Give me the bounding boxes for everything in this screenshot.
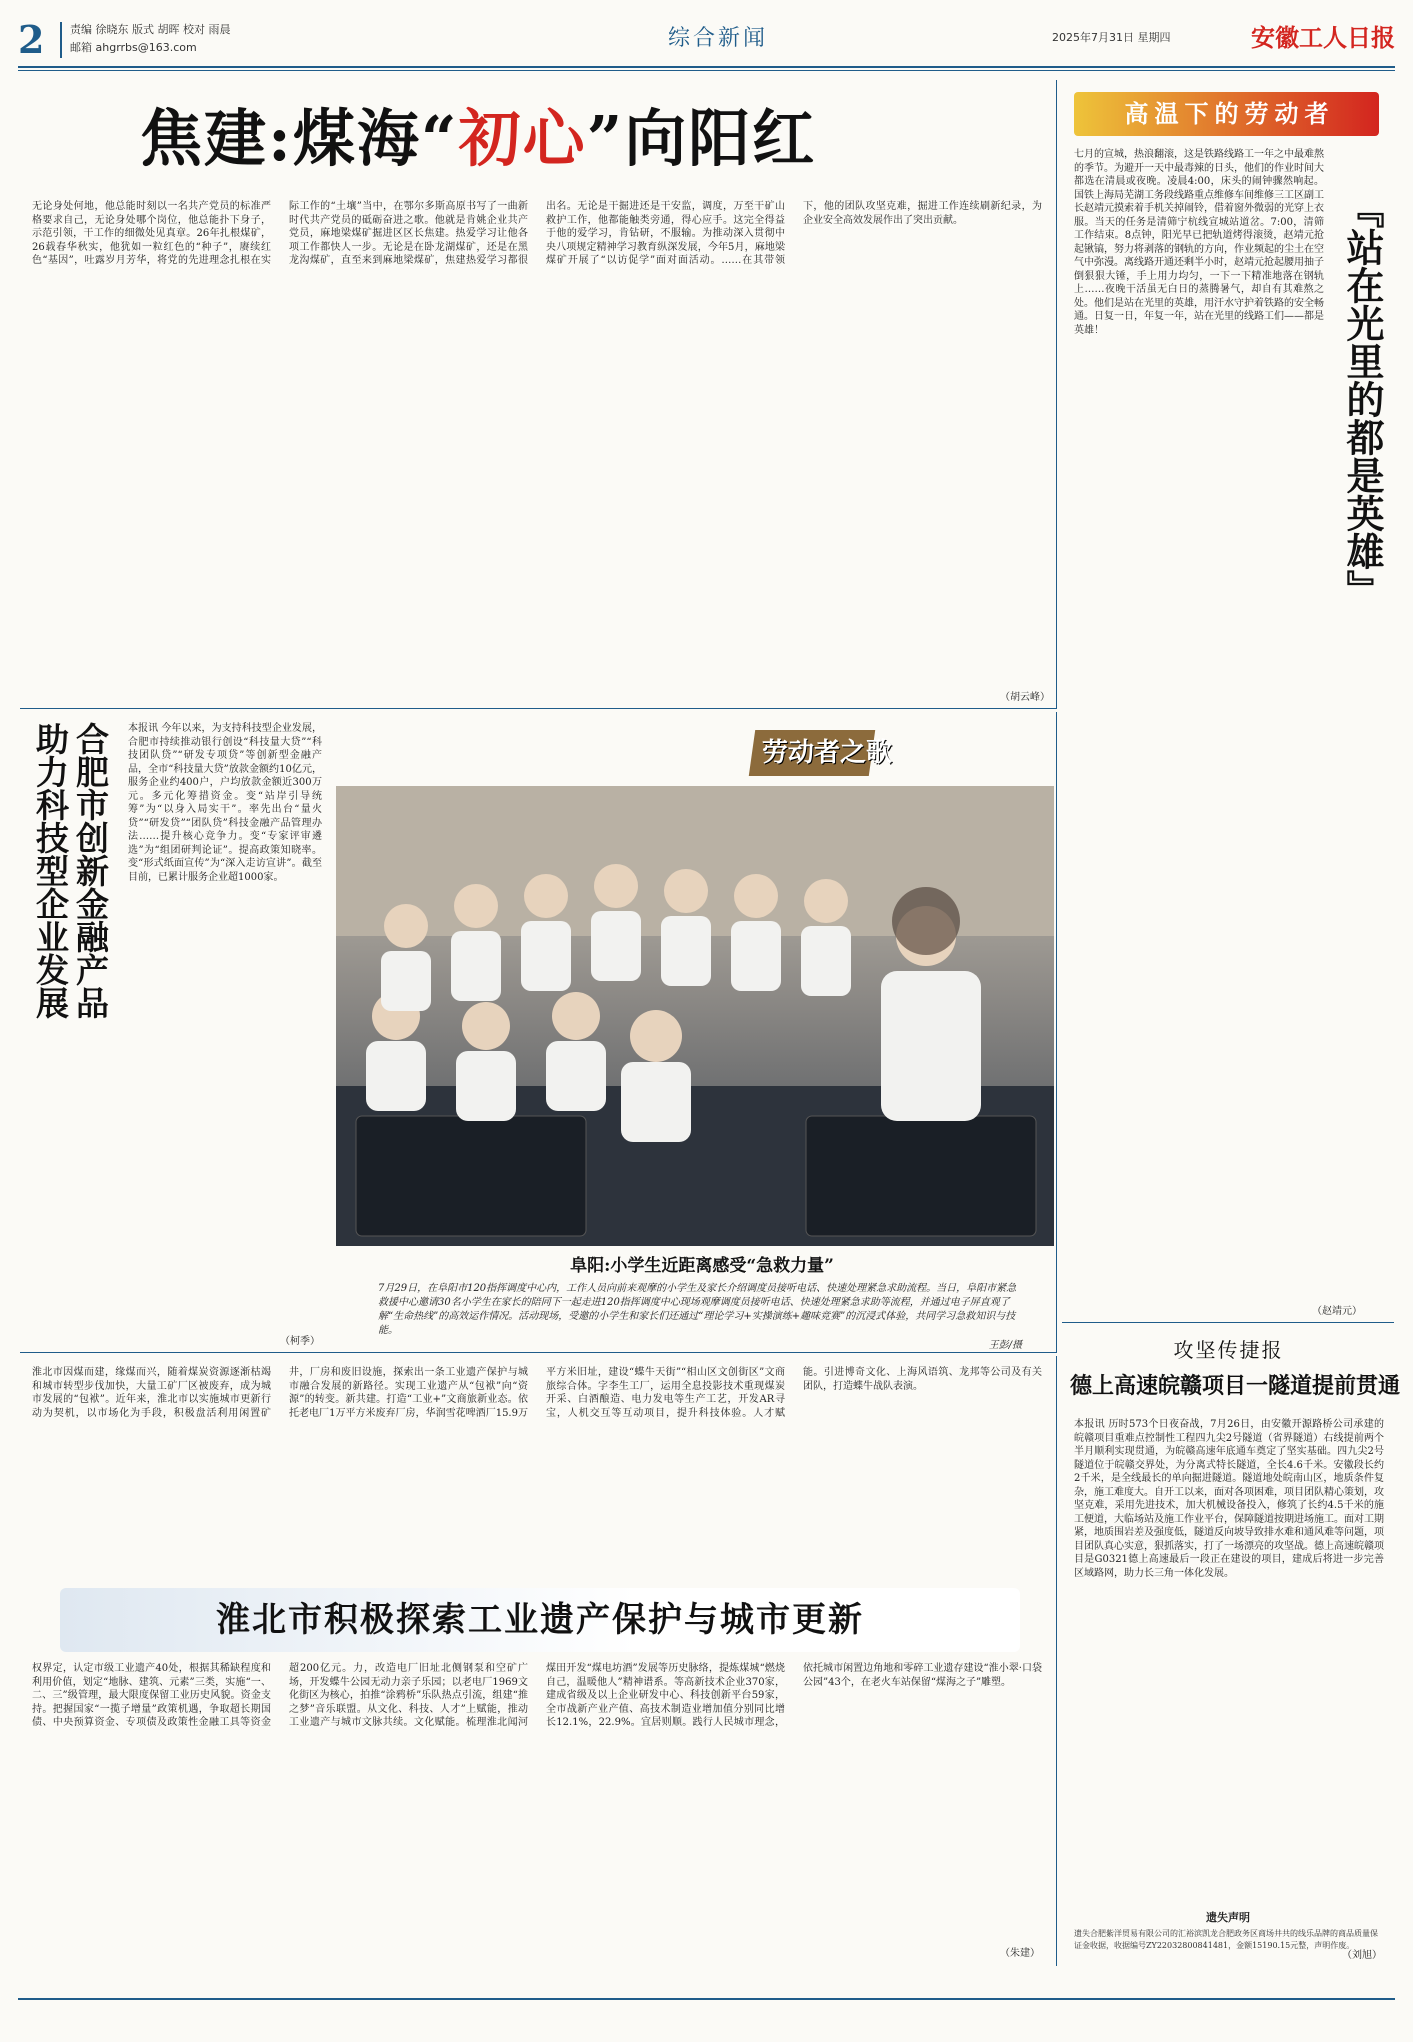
staff-credits: 责编 徐晓东 版式 胡晖 校对 雨晨 [70,23,231,36]
huaibei-author: （朱建） [1000,1948,1040,1959]
hefei-author: （柯季） [280,1336,320,1347]
photo-credit: 王彭/摄 [988,1340,1022,1351]
masthead: 安徽工人日报 [1251,23,1395,52]
tunnel-headline: 德上高速皖赣项目一隧道提前贯通 [1070,1373,1401,1399]
hero-banner-text: 高温下的劳动者 [1124,99,1335,128]
section-name: 综合新闻 [667,26,768,51]
page-number-rule [60,22,62,58]
coal-body: 无论身处何地，他总能时刻以一名共产党员的标准严格要求自己，无论身处哪个岗位，他总能扑下身子，示范引领，干工作的细微处见真章。26年扎根煤矿，26载春华秋实，他犹如一粒红色的“种子”，赓续红色“基因”，吐露岁月芳华，将党的先进理念扎根在实际工作的“土壤”当中，在鄂尔多斯高原书写了一曲新时代共产党员的砥砺奋进之歌。他就是肯姚企业共产党员，麻地梁煤矿掘进区区长焦建。热爱学习让他各项工作都快人一步。无论是在卧龙湖煤矿，还是在黑龙沟煤矿，直至来到麻地梁煤矿，焦建热爱学习都很出名。无论是干掘进还是干安监，调度，万至干矿山救护工作，他都能触类旁通，得心应手。这完全得益于他的爱学习，肯钻研，不服输。为推动深入贯彻中央八项规定精神学习教育纵深发展，今年5月，麻地梁煤矿开展了“以访促学”面对面活动。……在其带领下，他的团队攻坚克难，掘进工作连续刷新纪录，为企业安全高效发展作出了突出贡献。 [32,201,1042,266]
page-header [18,18,1395,62]
tunnel-author: （刘旭） [1342,1950,1382,1961]
coal-headline-pre: 焦建:煤海“ [140,102,459,175]
staff-email: 邮箱 ahgrrbs@163.com [70,41,197,54]
page-number: 2 [18,17,45,62]
coal-author: （胡云峰） [1000,692,1050,703]
tunnel-kicker: 攻坚传捷报 [1173,1338,1284,1362]
lost-notice [1074,1910,1382,1990]
coal-headline-post: ”向阳红 [586,102,817,175]
hero-headline: 『站在光里的都是英雄』 [1340,190,1385,608]
hero-body: 七月的宣城，热浪翻滚，这是铁路线路工一年之中最难熬的季节。为避开一天中最毒辣的日头，他们的作业时间大都选在清晨或夜晚。凌晨4:00，床头的闹钟骤然响起。国铁上海局芜湖工务段线路重点维修车间维修三工区副工长赵靖元摸索着手机关掉闹铃，借着窗外微弱的光穿上衣服。当天的任务是清筛宁杭线宣城站道岔。7:00，清筛工作结束。8点钟，阳光早已把轨道烤得滚烫，赵靖元抢起锹镐，努力将剥落的钢轨的方向，作业频起的尘土在空气中弥漫。离线路开通还剩半小时，赵靖元抢起腰用抽子倒狠狠大锤，手上用力均匀，一下一下精准地落在钢轨上……夜晚干活虽无白日的蒸腾暑气，却自有其难熬之处。他们是站在光里的英雄，用汗水守护着铁路的安全畅通。日复一日，年复一年，站在光里的线路工们——都是英雄！ [1074,149,1324,336]
huaibei-frame [20,1356,1057,1966]
tunnel-article [1062,1326,1401,1966]
hefei-body: 本报讯 今年以来，为支持科技型企业发展，合肥市持续推动银行创设“科技量大贷”“科技团队贷”“研发专项贷”等创新型金融产品，全市“科技量大贷”放款金额约10亿元，服务企业约400户，户均放款金额近300万元。多元化筹措资金。变“站岸引导统筹”为“以身入局实干”。率先出台“量火贷”“研发贷”“团队贷”科技金融产品管理办法……提升核心竞争力。变“专家评审遴选”为“组团研判论证”。提高政策知晓率。变“形式纸面宣传”为“深入走访宣讲”。截至目前，已累计服务企业超1000家。 [128,723,322,883]
hero-author: （赵靖元） [1312,1306,1362,1317]
hefei-headline: 合肥市创新金融产品助力科技型企业发展 [31,722,110,1019]
header-rule-thin [18,70,1395,71]
labor-song-text: 劳动者之歌 [762,738,893,768]
photo-caption-body: 7月29日，在阜阳市120指挥调度中心内，工作人员向前来观摩的小学生及家长介绍调度员接听电话、快速处理紧急求助流程。当日，阜阳市紧急救援中心邀请30名小学生在家长的陪同下一起走进120指挥调度中心现场观摩调度员接听电话、快速处理紧急求助等流程，并通过电子屏直观了解“生命热线”的高效运作情况。活动现场，受邀的小学生和家长们还通过“理论学习+实操演练+趣味竞赛”的沉浸式体验，共同学习急救知识与技能。 [378,1283,1017,1336]
huaibei-body-bottom: 权界定，认定市级工业遗产40处，根据其稀缺程度和利用价值，划定“地脉、建筑、元素”三类，实施“一、二、三”级管理，最大限度保留工业历史风貌。资金支持。把握国家“一揽子增量”政策机遇，争取超长期国债、中央预算资金、专项债及政策性金融工具等资金超200亿元。力，改造电厂旧址北侧钢泵和空矿广场，开发蝶牛公园无动力亲子乐园；以老电厂1969文化街区为核心，拍推“涂鸦桥”乐队热点引流，组建“推之梦”音乐联盟。从文化、科技、人才”上赋能，推动工业遗产与城市文脉共续。文化赋能。梳理淮北闻河煤田开发“煤电坊酒”发展等历史脉络，提炼煤城“燃烧自己，温暖他人”精神谱系。等高新技术企业370家，建成省级及以上企业研发中心、科技创新平台59家，全市战新产业产值、高技术制造业增加值分别同比增长12.1%，22.9%。宜居则顺。践行人民城市理念，依托城市闲置边角地和零碎工业遗存建设“淮小翠·口袋公园”43个，在老火车站保留“煤海之子”雕塑。 [32,1663,1042,1728]
header-rule [18,66,1395,68]
huaibei-body-top: 淮北市因煤而建，缘煤而兴，随着煤炭资源逐渐枯竭和城市转型步伐加快，大量工矿厂区被废弃，成为城市发展的“包袱”。近年来，淮北市以实施城市更新行动为契机，以市场化为手段，积极盘活利用闲置矿井，厂房和废旧设施，探索出一条工业遗产保护与城市融合发展的新路径。实现工业遗产从“包袱”向“资源”的转变。新共建。打造“工业+”文商旅新业态。依托老电厂1万平方米废弃厂房，华润雪花啤酒厂15.9万平方米旧址，建设“蝶牛天街”“相山区文创街区”文商旅综合体。字李生工厂，运用全息投影技术重现煤炭开采、白酒酿造、电力发电等生产工艺，开发AR寻宝，人机交互等互动项目，提升科技体验。人才赋能。引进博奇文化、上海风语筑、龙邦等公司及有关团队，打造蝶牛战队表演。 [32,1367,1042,1419]
hero-frame [1062,80,1394,1323]
notice-body: 遗失合肥紫洋贸易有限公司的汇裕滨凯龙合肥政务区商场井共的线乐品牌的商品质量保证金收据，收据编号ZY22032800841481，金额15190.15元整，声明作废。 [1074,1929,1378,1950]
tunnel-body: 本报讯 历时573个日夜奋战，7月26日，由安徽开源路桥公司承建的皖赣项目重难点控制性工程四九尖2号隧道（省界隧道）右线提前两个半月顺利实现贯通，为皖赣高速年底通车奠定了坚实基础。四九尖2号隧道位于皖赣交界处，为分离式特长隧道，全长4.6千米。安徽段长约2千米，是全线最长的单向掘进隧道。隧道地处皖南山区，地质条件复杂，施工难度大。自开工以来，面对各项困难，项目团队精心策划，攻坚克难，采用先进技术，加大机械设备投入，修筑了长约4.5千米的施工便道，大临场站及施工作业平台，保障隧道按期进场施工。面对工期紧，地质围岩差及强度低，隧道反向坡导致排水难和通风难等问题，项目团队真心实意，狠抓落实，打了一场漂亮的攻坚战。德上高速皖赣项目是G0321德上高速最后一段正在建设的项目，建成后将进一步完善区域路网，助力长三角一体化发展。 [1074,1419,1384,1579]
notice-title: 遗失声明 [1206,1911,1250,1924]
hefei-frame [20,712,1057,1353]
huaibei-headline: 淮北市积极探索工业遗产保护与城市更新 [216,1600,864,1640]
coal-headline-highlight: 初心 [458,102,587,175]
issue-date: 2025年7月31日 星期四 [1052,31,1171,44]
coal-frame [20,80,1057,709]
photo-caption-title: 阜阳:小学生近距离感受“急救力量” [570,1256,834,1276]
footer-rule [18,1998,1395,2000]
